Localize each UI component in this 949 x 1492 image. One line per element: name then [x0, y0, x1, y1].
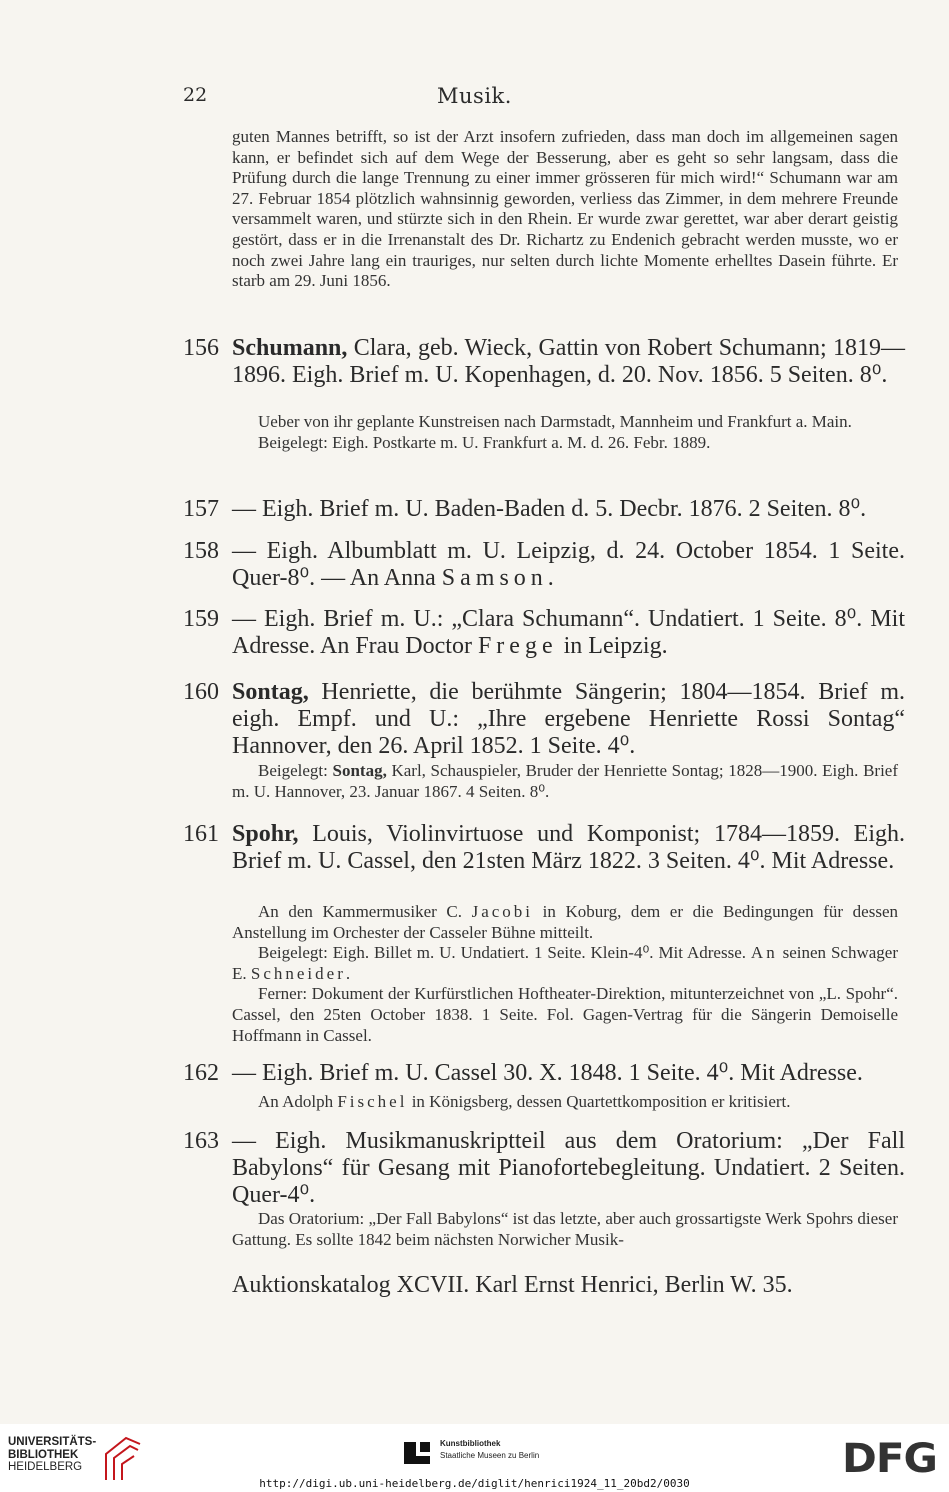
entry-number: 158: [183, 538, 219, 564]
note-text-end: .: [345, 963, 351, 983]
library-name: [8, 1436, 96, 1474]
entry-number: 159: [183, 606, 219, 632]
kb-subtitle: Staatliche Museen zu Berlin: [440, 1451, 540, 1460]
entry-notes: [232, 412, 898, 453]
note-spaced-name: Fischel: [337, 1092, 408, 1111]
note-text: An den Kammermusiker C.: [258, 902, 472, 921]
note-spaced-name: Jacobi: [471, 902, 534, 921]
catalog-entry: [183, 606, 905, 660]
bottom-bar: [0, 1424, 949, 1492]
entry-note: [232, 902, 898, 943]
note-spaced-word: An: [750, 943, 778, 963]
entry-name: Schumann,: [232, 335, 348, 361]
page-url[interactable]: http://digi.ub.uni-heidelberg.de/diglit/henrici1924_11_20bd2/0030: [259, 1477, 690, 1490]
catalog-footer-line: Auktionskatalog XCVII. Karl Ernst Henrici, Berlin W. 35.: [232, 1272, 793, 1298]
entry-note: Ueber von ihr geplante Kunstreisen nach Darmstadt, Mannheim und Frankfurt a. Main.: [258, 412, 852, 431]
note-text: Beigelegt:: [258, 761, 333, 780]
page-number: 22: [183, 84, 208, 106]
entry-text: — Eigh. Brief m. U. Cassel 30. X. 1848. 1 Seite. 4⁰. Mit Adresse.: [232, 1060, 863, 1086]
entry-text: — Eigh. Brief m. U. Baden-Baden d. 5. Decbr. 1876. 2 Seiten. 8⁰.: [232, 496, 867, 522]
library-name-line: BIBLIOTHEK: [8, 1448, 79, 1461]
entry-text: Clara, geb. Wieck, Gattin von Robert Schumann; 1819—1896. Eigh. Brief m. U. Kopenhagen, d. 20. Nov. 1856. 5 Seiten. 8⁰.: [232, 335, 905, 388]
ub-mark-icon: [102, 1436, 142, 1482]
entry-notes: [232, 1209, 898, 1250]
note-text: Beigelegt: Eigh. Billet m. U. Undatiert. 1 Seite. Klein-4⁰. Mit Adresse.: [258, 943, 751, 963]
entry-number: 163: [183, 1128, 219, 1154]
kunstbibliothek-logo[interactable]: [402, 1436, 562, 1468]
entry-spaced-name: Samson: [441, 565, 548, 591]
catalog-entry: [183, 679, 905, 760]
entry-notes: [232, 1092, 898, 1113]
catalog-entry: [183, 1128, 905, 1209]
entry-number: 156: [183, 335, 219, 361]
entry-note: Beigelegt: Eigh. Postkarte m. U. Frankfurt a. M. d. 26. Febr. 1889.: [258, 432, 711, 452]
note-text-mid: seinen Schwager E.: [232, 943, 898, 983]
page-title: Musik.: [437, 84, 512, 108]
entry-note: Ferner: Dokument der Kurfürstlichen Hoftheater-Direktion, mitunterzeichnet von „L. Spohr“. Cassel, den 25ten October 1838. 1 Seite. Fol. Gagen-Vertrag für die Sängerin Demoiselle Hoffmann in Cassel.: [232, 984, 898, 1045]
entry-name: Spohr,: [232, 821, 299, 847]
entry-text: Louis, Violinvirtuose und Komponist; 1784—1859. Eigh. Brief m. U. Cassel, den 21sten März 1822. 3 Seiten. 4⁰. Mit Adresse.: [232, 821, 905, 874]
entry-notes: [232, 902, 898, 1046]
note-text-end: in Koburg, dem er die Bedingungen für dessen Anstellung im Orchester der Casseler Bühne mitteilt.: [232, 902, 898, 942]
entry-spaced-name: Frege: [477, 633, 558, 659]
entry-number: 162: [183, 1060, 219, 1086]
entry-number: 161: [183, 821, 219, 847]
library-name-line: HEIDELBERG: [8, 1461, 83, 1473]
entry-notes: [232, 761, 898, 802]
intro-paragraph: [232, 127, 898, 292]
entry-note: [232, 761, 898, 802]
entry-number: 157: [183, 496, 219, 522]
entry-name: Sontag,: [232, 679, 309, 705]
kb-title: Kunstbibliothek: [440, 1439, 501, 1448]
catalog-entry: [183, 1060, 905, 1087]
entry-note: Das Oratorium: „Der Fall Babylons“ ist das letzte, aber auch grossartigste Werk Spohrs dieser Gattung. Es sollte 1842 beim nächsten Norwicher Musik-: [232, 1209, 898, 1249]
catalog-entry: [183, 496, 905, 523]
dfg-logo[interactable]: DFG: [842, 1436, 937, 1482]
entry-text: — Eigh. Musikmanuskriptteil aus dem Oratorium: „Der Fall Babylons“ für Gesang mit Pianofortebegleitung. Undatiert. 2 Seiten. Quer-4⁰.: [232, 1128, 905, 1208]
note-text: An Adolph: [258, 1092, 338, 1111]
intro-text: guten Mannes betrifft, so ist der Arzt insofern zufrieden, dass man doch im allgemeinen sagen kann, er befindet sich auf dem Wege der Besserung, aber es geht so sehr langsam, dass die Prüfung durch die lange Trennung zu einer immer grösseren für mich wird!“ Schumann war am 27. Februar 1854 plötzlich wahnsinnig geworden, verliess das Zimmer, in dem mehrere Freunde versammelt waren, und stürzte sich in den Rhein. Er wurde zwar gerettet, war aber derart geistig gestört, dass er in die Irrenanstalt des Dr. Richartz zu Endenich gebracht werden musste, wo er noch zwei Jahre lang ein trauriges, nur selten durch lichte Momente erhelltes Dasein führte. Er starb am 29. Juni 1856.: [232, 127, 898, 291]
entry-text: — Eigh. Albumblatt m. U. Leipzig, d. 24. October 1854. 1 Seite. Quer-8⁰. — An Anna: [232, 538, 905, 591]
entry-number: 160: [183, 679, 219, 705]
catalog-entry: [183, 821, 905, 875]
entry-text: Henriette, die berühmte Sängerin; 1804—1854. Brief m. eigh. Empf. und U.: „Ihre ergebene Henriette Rossi Sontag“ Hannover, den 26. April 1852. 1 Seite. 4⁰.: [232, 679, 905, 759]
entry-text: — Eigh. Brief m. U.: „Clara Schumann“. Undatiert. 1 Seite. 8⁰. Mit Adresse. An Frau Doctor: [232, 606, 905, 659]
entry-text-end: in Leipzig.: [557, 633, 668, 659]
catalog-entry: [183, 538, 905, 592]
kunstbibliothek-icon: [402, 1436, 432, 1466]
entry-note: [232, 1092, 898, 1113]
kunstbibliothek-text: [440, 1438, 539, 1462]
catalog-entry: [183, 335, 905, 389]
note-name: Sontag,: [332, 761, 387, 780]
entry-note: [232, 943, 898, 984]
entry-text-end: .: [547, 565, 554, 591]
note-text-end: Karl, Schauspieler, Bruder der Henriette Sontag; 1828—1900. Eigh. Brief m. U. Hannover, 23. Januar 1867. 4 Seiten. 8⁰.: [232, 761, 898, 801]
note-spaced-name: Schneider: [250, 963, 346, 983]
library-name-line: UNIVERSITÄTS-: [8, 1436, 97, 1448]
note-text-end: in Königsberg, dessen Quartettkomposition er kritisiert.: [407, 1092, 791, 1111]
